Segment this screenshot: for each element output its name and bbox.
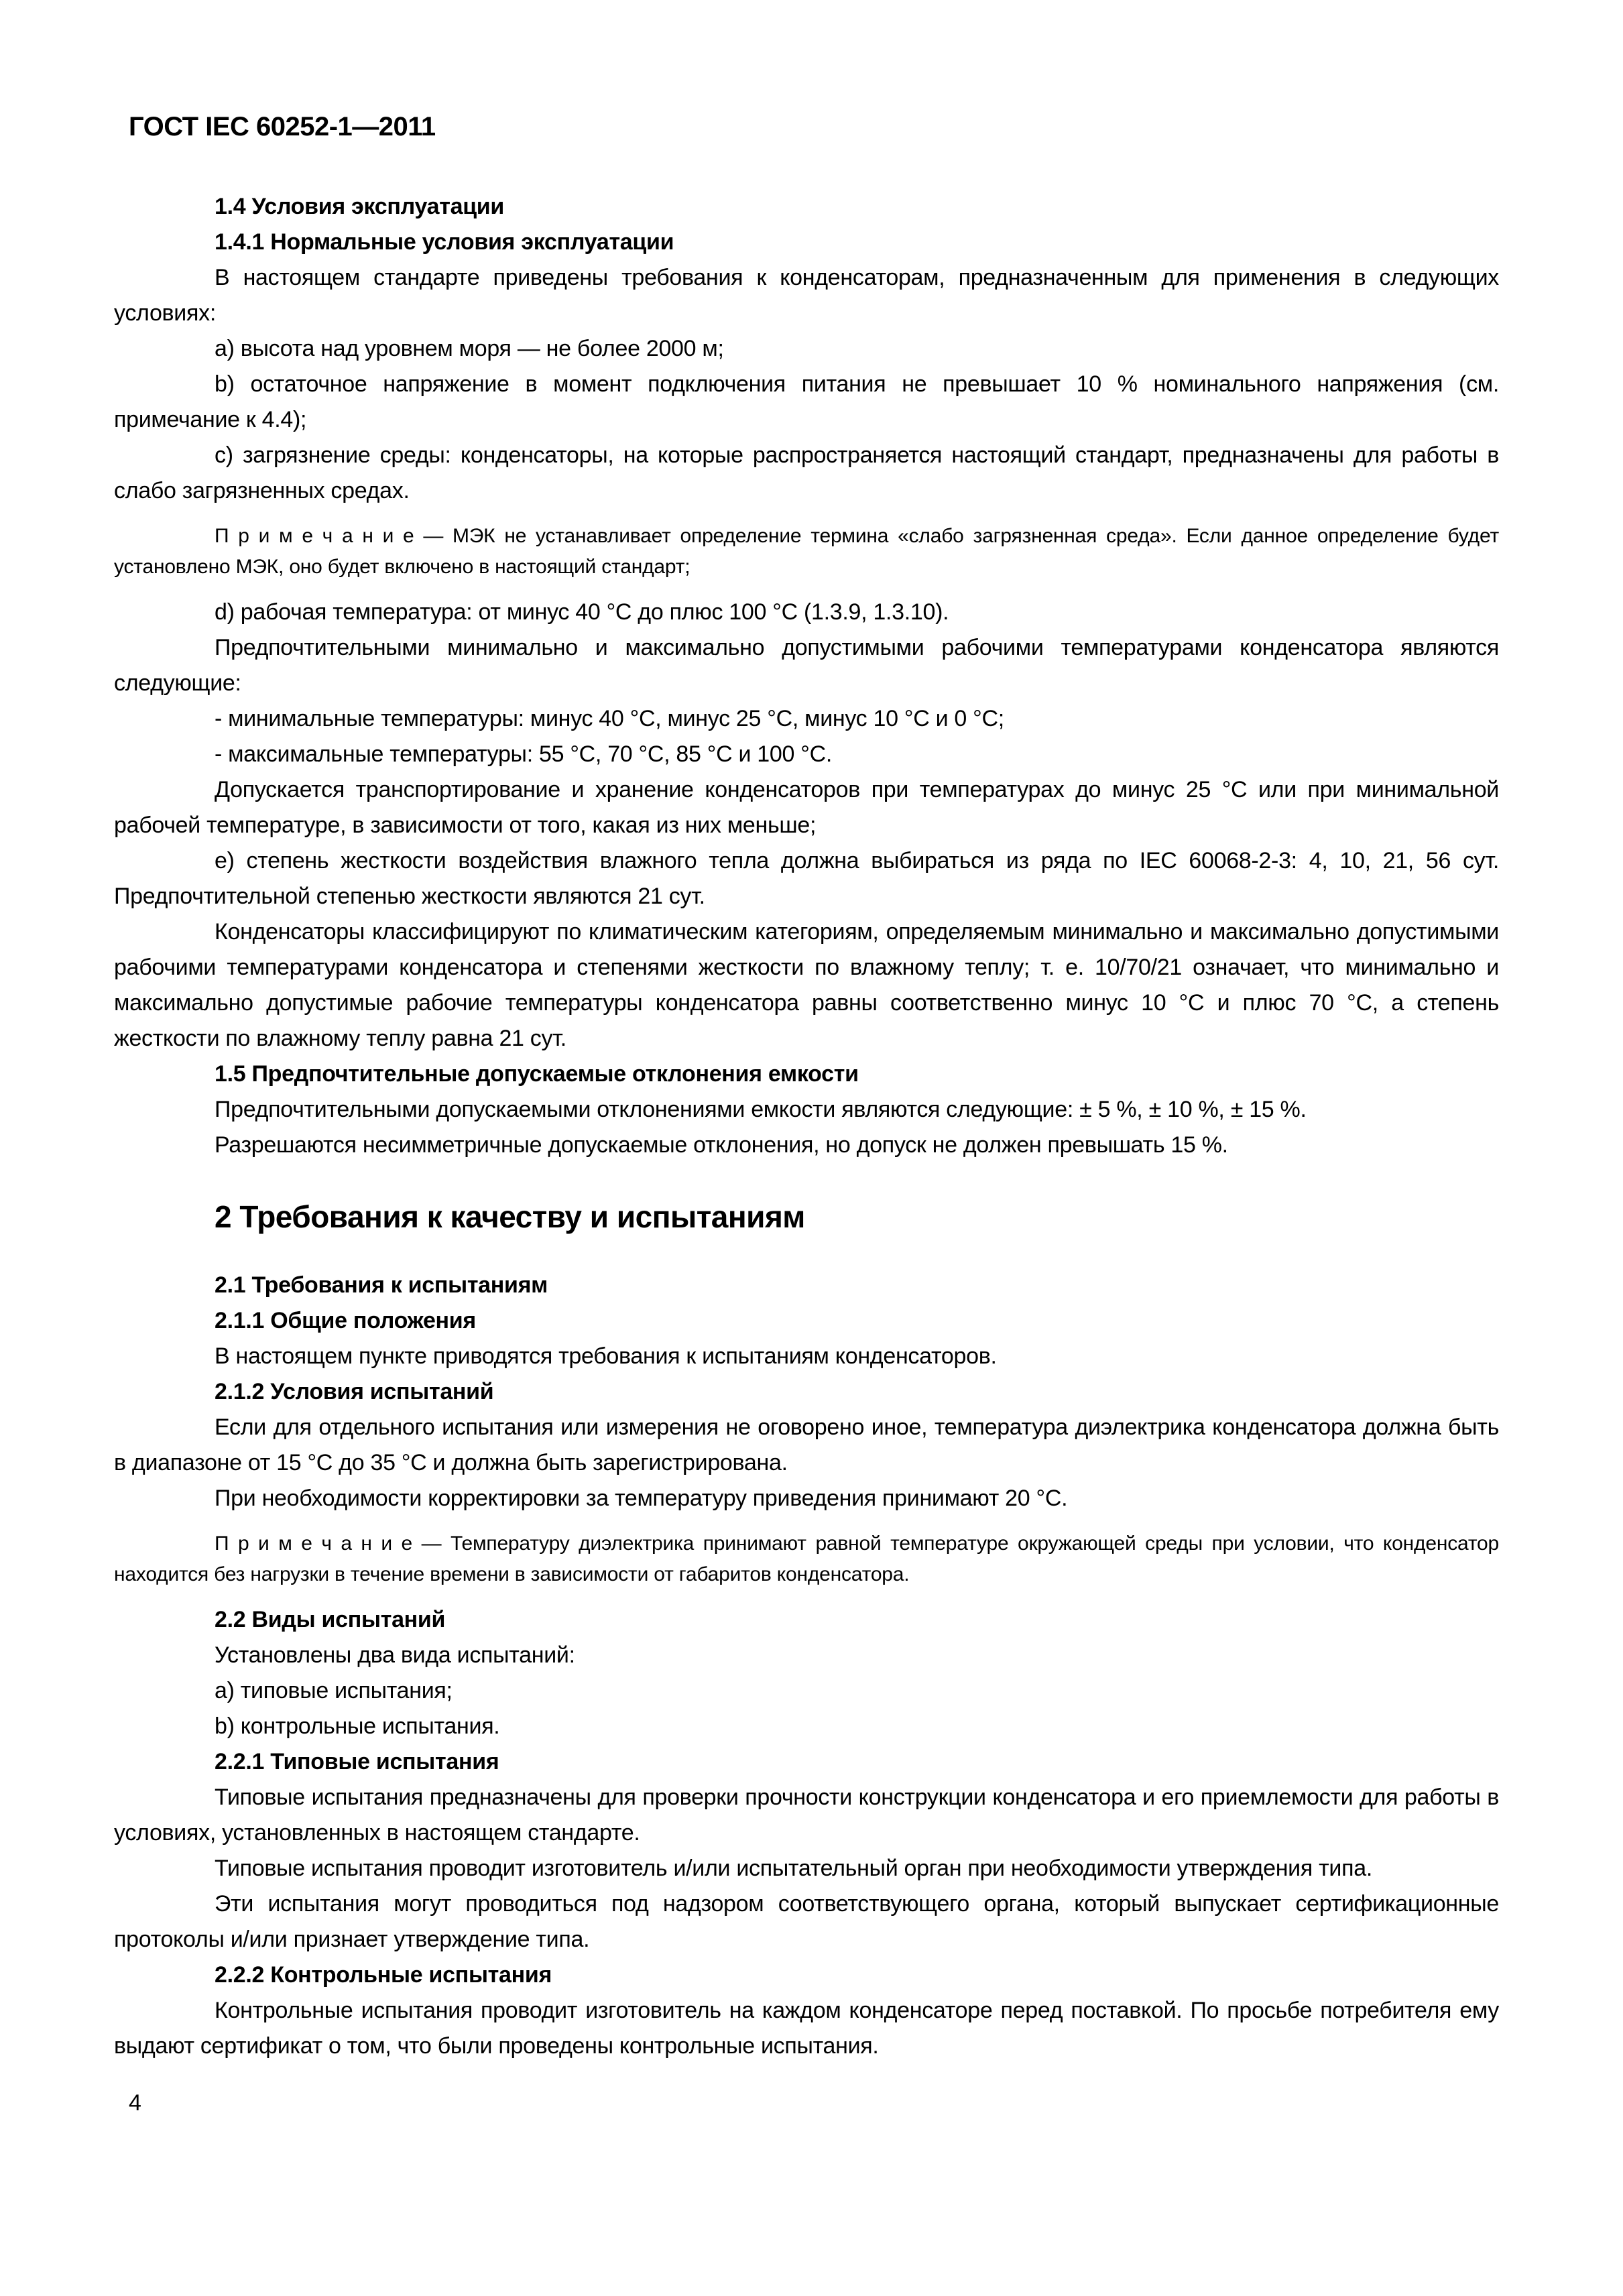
- note-paragraph: П р и м е ч а н и е — МЭК не устанавливает определение термина «слабо загрязненная среда». Если данное определение будет установлено МЭК, оно будет включено в настоящий стандарт;: [114, 525, 1499, 578]
- paragraph: В настоящем стандарте приведены требования к конденсаторам, предназначенным для применения в следующих условиях:: [114, 265, 1499, 326]
- paragraph: d) рабочая температура: от минус 40 °С до плюс 100 °С (1.3.9, 1.3.10).: [215, 599, 949, 625]
- paragraph: Предпочтительными минимально и максимально допустимыми рабочими температурами конденсатора являются следующие:: [114, 635, 1499, 696]
- paragraph: Конденсаторы классифицируют по климатическим категориям, определяемым минимально и максимально допустимыми рабочими температурами конденсатора и степенями жесткости по влажному теплу; т. е. 10/70/21 означает, что минимально и максимально допустимые рабочие температуры конденсатора равны соответственно минус 10 °С и плюс 70 °С, а степень жесткости по влажному теплу равна 21 сут.: [114, 919, 1499, 1051]
- subsection-heading: 2.1.2 Условия испытаний: [215, 1379, 494, 1404]
- paragraph: b) контрольные испытания.: [215, 1713, 500, 1739]
- paragraph: - минимальные температуры: минус 40 °С, минус 25 °С, минус 10 °С и 0 °С;: [215, 706, 1004, 731]
- subsection-heading: 1.4 Условия эксплуатации: [215, 194, 505, 219]
- paragraph: Предпочтительными допускаемыми отклонениями емкости являются следующие: ± 5 %, ± 10 %, ± 15 %.: [215, 1097, 1307, 1122]
- section-heading: 2 Требования к качеству и испытаниям: [215, 1199, 805, 1234]
- paragraph: a) типовые испытания;: [215, 1678, 453, 1703]
- paragraph: Типовые испытания предназначены для проверки прочности конструкции конденсатора и его приемлемости для работы в условиях, установленных в настоящем стандарте.: [114, 1785, 1499, 1846]
- paragraph: c) загрязнение среды: конденсаторы, на которые распространяется настоящий стандарт, предназначены для работы в слабо загрязненных средах.: [114, 442, 1499, 503]
- paragraph: Установлены два вида испытаний:: [215, 1642, 575, 1668]
- paragraph: Разрешаются несимметричные допускаемые отклонения, но допуск не должен превышать 15 %.: [215, 1132, 1228, 1158]
- paragraph: b) остаточное напряжение в момент подключения питания не превышает 10 % номинального напряжения (см. примечание к 4.4);: [114, 371, 1499, 432]
- subsection-heading: 1.5 Предпочтительные допускаемые отклонения емкости: [215, 1061, 859, 1087]
- page-number: 4: [129, 2090, 141, 2116]
- subsection-heading: 1.4.1 Нормальные условия эксплуатации: [215, 229, 674, 255]
- subsection-heading: 2.2.1 Типовые испытания: [215, 1749, 499, 1774]
- paragraph: Допускается транспортирование и хранение конденсаторов при температурах до минус 25 °С или при минимальной рабочей температуре, в зависимости от того, какая из них меньше;: [114, 777, 1499, 838]
- subsection-heading: 2.2 Виды испытаний: [215, 1607, 446, 1632]
- paragraph: e) степень жесткости воздействия влажного тепла должна выбираться из ряда по IEC 60068-2-3: 4, 10, 21, 56 сут. Предпочтительной степенью жесткости являются 21 сут.: [114, 848, 1499, 909]
- subsection-heading: 2.2.2 Контрольные испытания: [215, 1962, 552, 1988]
- paragraph: Эти испытания могут проводиться под надзором соответствующего органа, который выпускает сертификационные протоколы и/или признает утверждение типа.: [114, 1891, 1499, 1952]
- paragraph: При необходимости корректировки за температуру приведения принимают 20 °С.: [215, 1486, 1068, 1511]
- paragraph: a) высота над уровнем моря — не более 2000 м;: [215, 336, 724, 361]
- paragraph: Контрольные испытания проводит изготовитель на каждом конденсаторе перед поставкой. По просьбе потребителя ему выдают сертификат о том, что были проведены контрольные испытания.: [114, 1998, 1499, 2059]
- note-paragraph: П р и м е ч а н и е — Температуру диэлектрика принимают равной температуре окружающей среды при условии, что конденсатор находится без нагрузки в течение времени в зависимости от габаритов конденсатора.: [114, 1532, 1499, 1585]
- paragraph: Типовые испытания проводит изготовитель и/или испытательный орган при необходимости утверждения типа.: [215, 1856, 1372, 1881]
- subsection-heading: 2.1.1 Общие положения: [215, 1308, 476, 1333]
- paragraph: В настоящем пункте приводятся требования к испытаниям конденсаторов.: [215, 1343, 997, 1369]
- subsection-heading: 2.1 Требования к испытаниям: [215, 1272, 548, 1298]
- doc-designation: ГОСТ IEC 60252-1—2011: [129, 112, 436, 141]
- paragraph: - максимальные температуры: 55 °С, 70 °С, 85 °С и 100 °С.: [215, 741, 832, 767]
- paragraph: Если для отдельного испытания или измерения не оговорено иное, температура диэлектрика конденсатора должна быть в диапазоне от 15 °С до 35 °С и должна быть зарегистрирована.: [114, 1414, 1499, 1475]
- document-body: [114, 189, 1499, 2064]
